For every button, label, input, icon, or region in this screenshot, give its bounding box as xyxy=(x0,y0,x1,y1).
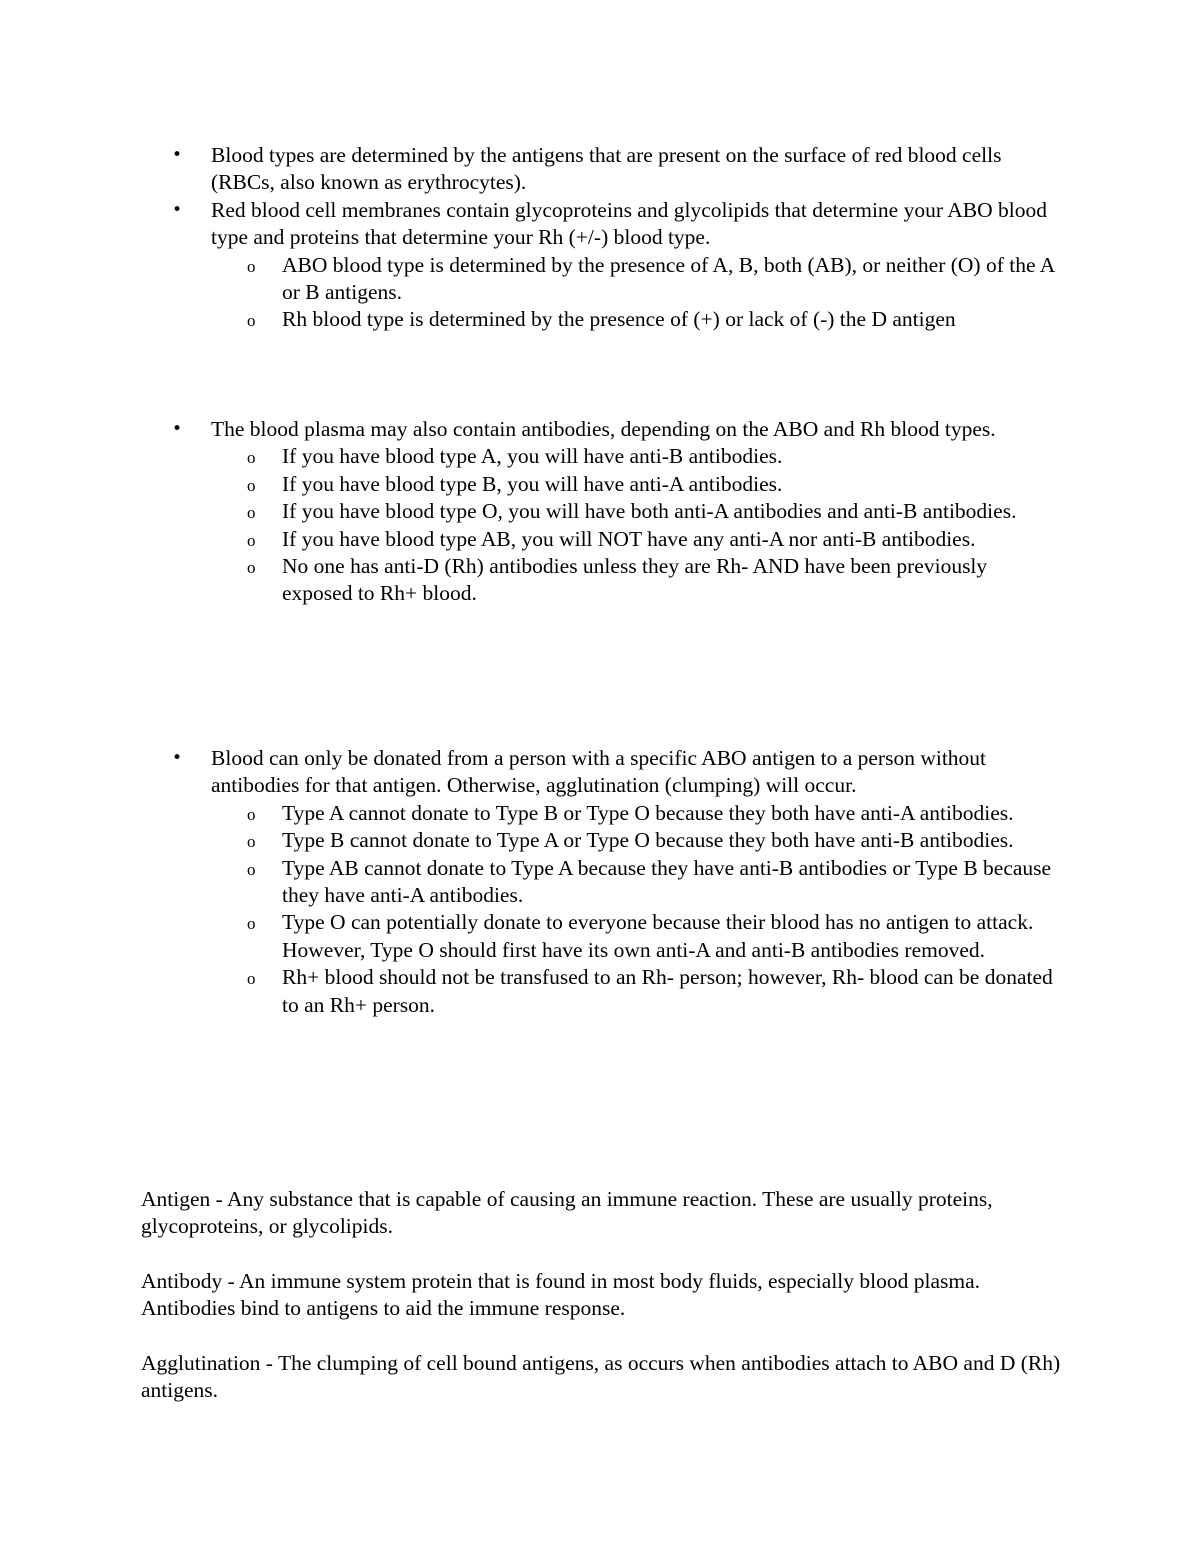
sub-list-item xyxy=(247,526,1062,553)
bullet-icon: • xyxy=(172,145,183,165)
sub-list-item xyxy=(247,471,1062,498)
sub-bullet-icon: o xyxy=(247,311,256,331)
section-plasma-antibodies xyxy=(0,416,1200,608)
sub-list-item-text: Type B cannot donate to Type A or Type O because they both have anti-B antibodies. xyxy=(282,828,1014,853)
list-item-text: Red blood cell membranes contain glycoproteins and glycolipids that determine your ABO blood type and proteins that determine your Rh (+/-) blood type. xyxy=(211,197,1047,250)
sub-list-item-text: If you have blood type O, you will have both anti-A antibodies and anti-B antibodies. xyxy=(282,499,1017,524)
bullet-list xyxy=(0,745,1200,1019)
definition-antigen: Antigen - Any substance that is capable of causing an immune reaction. These are usually proteins, glycoproteins, or glycolipids. xyxy=(141,1187,993,1239)
list-item xyxy=(0,197,1061,334)
list-item xyxy=(0,142,1061,197)
bullet-list xyxy=(0,142,1200,334)
list-item-text: Blood can only be donated from a person with a specific ABO antigen to a person without antibodies for that antigen. Otherwise, agglutination (clumping) will occur. xyxy=(211,746,987,798)
sub-bullet-icon: o xyxy=(247,804,256,824)
sub-list-item xyxy=(247,306,1062,333)
sub-bullet-list xyxy=(211,252,1061,334)
list-item xyxy=(0,745,1061,1019)
list-item-text: Blood types are determined by the antigens that are present on the surface of red blood cells (RBCs, also known as erythrocytes). xyxy=(211,143,1002,195)
sub-list-item xyxy=(247,443,1062,470)
bullet-icon: • xyxy=(172,748,183,768)
sub-bullet-icon: o xyxy=(247,530,256,550)
sub-list-item-text: If you have blood type B, you will have anti-A antibodies. xyxy=(282,471,783,496)
sub-list-item-text: ABO blood type is determined by the presence of A, B, both (AB), or neither (O) of the A or B antigens. xyxy=(282,252,1055,305)
sub-list-item xyxy=(247,909,1062,964)
sub-bullet-list xyxy=(211,443,1061,607)
sub-list-item-text: Type O can potentially donate to everyone because their blood has no antigen to attack. However, Type O should first have its own anti-A and anti-B antibodies removed. xyxy=(282,910,1034,962)
sub-bullet-icon: o xyxy=(247,448,256,468)
sub-bullet-icon: o xyxy=(247,503,256,523)
section-blood-donation xyxy=(0,745,1200,1019)
bullet-icon: • xyxy=(172,419,183,439)
sub-list-item-text: Rh+ blood should not be transfused to an Rh- person; however, Rh- blood can be donated to an Rh+ person. xyxy=(282,965,1053,1017)
list-item xyxy=(0,416,1061,608)
sub-list-item-text: Type A cannot donate to Type B or Type O because they both have anti-A antibodies. xyxy=(282,800,1014,825)
definition-antibody: Antibody - An immune system protein that is found in most body fluids, especially blood plasma. Antibodies bind to antigens to aid the immune response. xyxy=(141,1269,981,1321)
sub-bullet-icon: o xyxy=(247,475,256,495)
sub-list-item-text: Rh blood type is determined by the presence of (+) or lack of (-) the D antigen xyxy=(282,307,956,332)
sub-list-item xyxy=(247,964,1062,1019)
sub-list-item xyxy=(247,827,1062,854)
sub-bullet-icon: o xyxy=(247,558,256,578)
sub-list-item-text: If you have blood type A, you will have anti-B antibodies. xyxy=(282,444,783,469)
bullet-icon: • xyxy=(172,199,183,220)
section-blood-types xyxy=(0,142,1200,334)
sub-list-item-text: If you have blood type AB, you will NOT have any anti-A nor anti-B antibodies. xyxy=(282,526,976,551)
sub-bullet-list xyxy=(211,800,1061,1019)
sub-list-item-text: Type AB cannot donate to Type A because they have anti-B antibodies or Type B because they have anti-A antibodies. xyxy=(282,855,1052,908)
sub-bullet-icon: o xyxy=(247,832,256,852)
sub-list-item xyxy=(247,855,1062,910)
bullet-list xyxy=(0,416,1200,608)
sub-bullet-icon: o xyxy=(247,914,256,934)
list-item-text: The blood plasma may also contain antibodies, depending on the ABO and Rh blood types. xyxy=(211,417,996,441)
sub-list-item xyxy=(247,553,1062,608)
sub-list-item xyxy=(247,252,1062,307)
sub-list-item-text: No one has anti-D (Rh) antibodies unless they are Rh- AND have been previously exposed to Rh+ blood. xyxy=(282,554,988,606)
sub-bullet-icon: o xyxy=(247,969,256,989)
sub-list-item xyxy=(247,498,1062,525)
definition-agglutination: Agglutination - The clumping of cell bound antigens, as occurs when antibodies attach to ABO and D (Rh) antigens. xyxy=(141,1351,1061,1403)
sub-bullet-icon: o xyxy=(247,256,256,276)
sub-bullet-icon: o xyxy=(247,859,256,879)
sub-list-item xyxy=(247,800,1062,827)
